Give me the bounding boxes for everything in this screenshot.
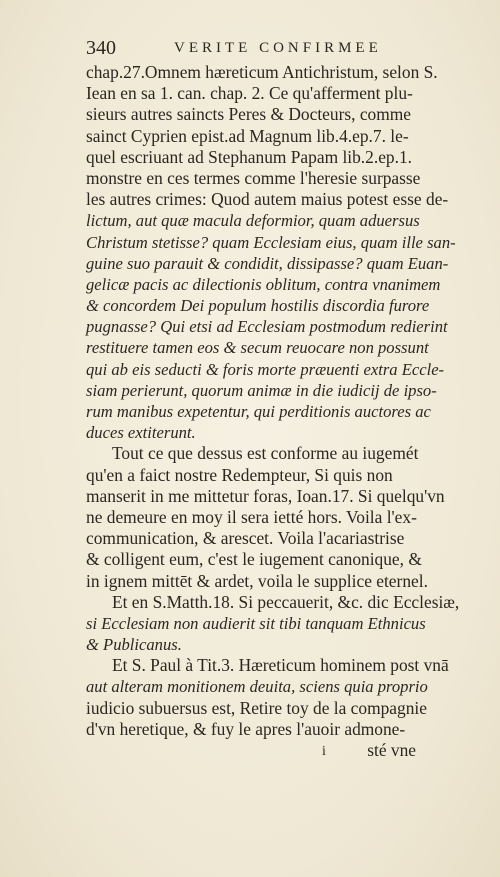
text-line: guine suo parauit & condidit, dissipasse? quam Euan- bbox=[86, 253, 449, 273]
text-line: Tout ce que dessus est conforme au iugemét bbox=[112, 443, 419, 464]
text-line: les autres crimes: Quod autem maius potest esse de- bbox=[86, 189, 449, 210]
text-line: iudicio subuersus est, Retire toy de la compagnie bbox=[86, 697, 427, 718]
catchword: sté vne bbox=[367, 740, 416, 760]
text-line: rum manibus expetentur, qui perditionis auctores ac bbox=[86, 402, 431, 421]
text-line: manserit in me mittetur foras, Ioan.17. Si quelqu'vn bbox=[86, 485, 445, 506]
text-line: & concordem Dei populum hostilis discordia furore bbox=[86, 296, 430, 316]
text-line: monstre en ces termes comme l'heresie surpasse bbox=[86, 167, 421, 188]
text-line: Et en S.Matth.18. Si peccauerit, &c. dic Ecclesiæ, bbox=[112, 591, 460, 612]
signature-mark: i bbox=[322, 744, 326, 759]
text-line: communication, & arescet. Voila l'acariastrise bbox=[86, 528, 405, 549]
text-line: quel escriuant ad Stephanum Papam lib.2.ep.1. bbox=[86, 146, 412, 167]
text-line: d'vn heretique, & fuy le apres l'auoir admone- bbox=[86, 718, 406, 739]
text-line: duces extiterunt. bbox=[86, 423, 196, 443]
text-line: in ignem mittēt & ardet, voila le supplice eternel. bbox=[86, 570, 428, 591]
text-line: restituere tamen eos & secum reuocare non possunt bbox=[86, 338, 429, 358]
text-line: & Publicanus. bbox=[86, 635, 182, 655]
page-header bbox=[86, 36, 486, 60]
body-text bbox=[86, 62, 486, 761]
text-line: Christum stetisse? quam Ecclesiam eius, quam ille san- bbox=[86, 232, 456, 252]
text-line: gelicæ pacis ac dilectionis oblitum, contra vnanimem bbox=[86, 274, 441, 294]
text-line: siam perierunt, quorum animæ in die iudicij de ipso- bbox=[86, 380, 437, 400]
page-footer bbox=[86, 740, 486, 761]
text-line: qu'en a faict nostre Redempteur, Si quis non bbox=[86, 464, 393, 485]
page-number: 340 bbox=[86, 37, 116, 59]
text-line: qui ab eis seducti & foris morte præuenti extra Eccle- bbox=[86, 359, 445, 379]
text-line: ne demeure en moy il sera ietté hors. Voila l'ex- bbox=[86, 506, 417, 527]
text-line: Et S. Paul à Tit.3. Hæreticum hominem post vnā bbox=[112, 655, 449, 676]
text-line: Iean en sa 1. can. chap. 2. Ce qu'afferment plu- bbox=[86, 83, 413, 104]
text-line: chap.27.Omnem hæreticum Antichristum, selon S. bbox=[86, 62, 438, 82]
text-line: & colligent eum, c'est le iugement canonique, & bbox=[86, 549, 422, 570]
text-line: pugnasse? Qui etsi ad Ecclesiam postmodum redierint bbox=[86, 317, 448, 337]
text-line: aut alteram monitionem deuita, sciens quia proprio bbox=[86, 677, 428, 697]
text-line: sainct Cyprien epist.ad Magnum lib.4.ep.7. le- bbox=[86, 125, 409, 146]
text-line: lictum, aut quæ macula deformior, quam aduersus bbox=[86, 211, 420, 231]
running-title: VERITE CONFIRMEE bbox=[174, 40, 382, 56]
text-line: sieurs autres saincts Peres & Docteurs, comme bbox=[86, 104, 412, 125]
text-line: si Ecclesiam non audierit sit tibi tanquam Ethnicus bbox=[86, 613, 426, 633]
